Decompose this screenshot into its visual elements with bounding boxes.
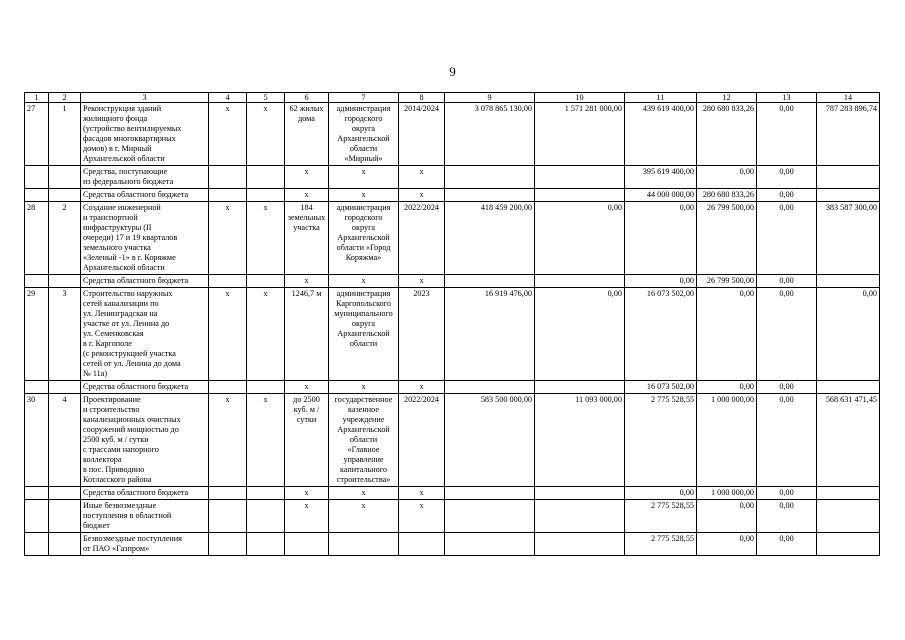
cell-customer: государственное казенное учреждение Архангельской области «Главное управление капитального строительства» <box>329 394 399 487</box>
cell-total-cost <box>445 166 535 189</box>
cell-row-number <box>25 381 49 394</box>
cell-col-14 <box>817 381 880 394</box>
cell-total-cost: 418 459 200,00 <box>445 202 535 275</box>
cell-col-12: 0,00 <box>697 381 757 394</box>
cell-row-number: 28 <box>25 202 49 275</box>
cell-object-name: Безвозмездные поступления от ПАО «Газпром» <box>81 533 209 556</box>
cell-capacity: х <box>285 487 329 500</box>
cell-capacity: х <box>285 166 329 189</box>
cell-col-13: 0,00 <box>757 288 817 381</box>
cell-item-number <box>49 487 81 500</box>
column-number-cell: 10 <box>535 93 625 103</box>
cell-item-number <box>49 166 81 189</box>
cell-item-number <box>49 381 81 394</box>
cell-col-5 <box>247 189 285 202</box>
cell-item-number <box>49 500 81 533</box>
cell-row-number: 27 <box>25 103 49 166</box>
cell-object-name: Средства, поступающие из федерального бюджета <box>81 166 209 189</box>
cell-capacity: 62 жилых дома <box>285 103 329 166</box>
cell-row-number <box>25 487 49 500</box>
cell-total-cost <box>445 487 535 500</box>
cell-col-13: 0,00 <box>757 533 817 556</box>
cell-period: х <box>399 500 445 533</box>
cell-col-5: х <box>247 202 285 275</box>
cell-capacity: х <box>285 381 329 394</box>
cell-col-13: 0,00 <box>757 202 817 275</box>
cell-col-12: 0,00 <box>697 500 757 533</box>
cell-total-cost <box>445 381 535 394</box>
cell-col-5: х <box>247 103 285 166</box>
column-number-cell: 13 <box>757 93 817 103</box>
cell-col-12: 0,00 <box>697 533 757 556</box>
column-number-cell: 11 <box>625 93 697 103</box>
cell-customer: администрация городского округа Архангельской области «Мирный» <box>329 103 399 166</box>
cell-object-name: Средства областного бюджета <box>81 487 209 500</box>
cell-total-cost <box>445 189 535 202</box>
cell-col-10 <box>535 487 625 500</box>
cell-col-4: х <box>209 202 247 275</box>
cell-object-name: Средства областного бюджета <box>81 275 209 288</box>
table-row <box>25 500 880 533</box>
cell-col-4 <box>209 275 247 288</box>
cell-col-4 <box>209 189 247 202</box>
cell-col-14 <box>817 189 880 202</box>
table-row <box>25 394 880 487</box>
cell-col-14: 0,00 <box>817 288 880 381</box>
cell-object-name: Проектирование и строительство канализационных очистных сооружений мощностью до 2500 куб. м / сутки с трассами напорного коллектора в пос. Приводино Котласского района <box>81 394 209 487</box>
cell-item-number: 1 <box>49 103 81 166</box>
cell-col-11: 44 000 000,00 <box>625 189 697 202</box>
cell-col-10 <box>535 275 625 288</box>
cell-row-number <box>25 533 49 556</box>
cell-total-cost: 3 078 865 130,00 <box>445 103 535 166</box>
cell-col-14 <box>817 500 880 533</box>
cell-col-13: 0,00 <box>757 381 817 394</box>
cell-capacity: до 2500 куб. м / сутки <box>285 394 329 487</box>
cell-item-number: 3 <box>49 288 81 381</box>
cell-col-5 <box>247 166 285 189</box>
cell-col-11: 2 775 528,55 <box>625 533 697 556</box>
cell-col-10: 0,00 <box>535 288 625 381</box>
cell-col-13: 0,00 <box>757 394 817 487</box>
cell-total-cost: 583 500 000,00 <box>445 394 535 487</box>
cell-item-number <box>49 275 81 288</box>
cell-col-12: 1 000 000,00 <box>697 487 757 500</box>
table-row <box>25 103 880 166</box>
cell-row-number: 30 <box>25 394 49 487</box>
cell-col-11: 2 775 528,55 <box>625 500 697 533</box>
cell-period: х <box>399 166 445 189</box>
cell-col-10 <box>535 166 625 189</box>
cell-col-10 <box>535 381 625 394</box>
cell-customer: х <box>329 166 399 189</box>
cell-col-11: 395 619 400,00 <box>625 166 697 189</box>
column-number-cell: 1 <box>25 93 49 103</box>
cell-col-12: 280 680 833,26 <box>697 189 757 202</box>
cell-customer: х <box>329 189 399 202</box>
cell-col-13: 0,00 <box>757 103 817 166</box>
cell-customer: администрация Каргопольского муниципального округа Архангельской области <box>329 288 399 381</box>
column-number-cell: 9 <box>445 93 535 103</box>
cell-period: 2014/2024 <box>399 103 445 166</box>
cell-item-number: 2 <box>49 202 81 275</box>
cell-period <box>399 533 445 556</box>
table-row <box>25 275 880 288</box>
column-number-cell: 7 <box>329 93 399 103</box>
cell-col-14: 383 587 300,00 <box>817 202 880 275</box>
cell-customer: х <box>329 381 399 394</box>
cell-capacity: 1246,7 м <box>285 288 329 381</box>
cell-col-14 <box>817 166 880 189</box>
cell-col-5 <box>247 500 285 533</box>
table-row <box>25 381 880 394</box>
cell-col-4 <box>209 500 247 533</box>
cell-object-name: Средства областного бюджета <box>81 381 209 394</box>
cell-col-11: 2 775 528,55 <box>625 394 697 487</box>
cell-col-13: 0,00 <box>757 189 817 202</box>
cell-row-number <box>25 275 49 288</box>
table-row <box>25 166 880 189</box>
cell-period: 2022/2024 <box>399 394 445 487</box>
cell-object-name: Иные безвозмездные поступления в областной бюджет <box>81 500 209 533</box>
table-row <box>25 533 880 556</box>
table-row <box>25 189 880 202</box>
cell-object-name: Создание инженерной и транспортной инфраструктуры (II очереди) 17 и 19 кварталов земельного участка «Зеленый -1» в г. Коряжме Архангельской области <box>81 202 209 275</box>
column-number-cell: 14 <box>817 93 880 103</box>
table-row <box>25 487 880 500</box>
column-number-cell: 8 <box>399 93 445 103</box>
cell-period: 2022/2024 <box>399 202 445 275</box>
cell-col-10: 1 571 281 000,00 <box>535 103 625 166</box>
column-number-cell: 6 <box>285 93 329 103</box>
cell-col-12: 0,00 <box>697 166 757 189</box>
cell-col-11: 0,00 <box>625 202 697 275</box>
cell-capacity: х <box>285 500 329 533</box>
column-number-cell: 4 <box>209 93 247 103</box>
cell-total-cost <box>445 275 535 288</box>
cell-col-5 <box>247 275 285 288</box>
cell-col-14 <box>817 275 880 288</box>
table-row <box>25 202 880 275</box>
cell-col-12: 26 799 500,00 <box>697 275 757 288</box>
cell-col-4: х <box>209 103 247 166</box>
cell-row-number <box>25 189 49 202</box>
column-number-cell: 3 <box>81 93 209 103</box>
cell-object-name: Средства областного бюджета <box>81 189 209 202</box>
cell-col-5: х <box>247 288 285 381</box>
page-number: 9 <box>449 64 456 79</box>
cell-col-12: 280 680 833,26 <box>697 103 757 166</box>
cell-capacity: х <box>285 189 329 202</box>
cell-col-5 <box>247 487 285 500</box>
cell-col-10 <box>535 500 625 533</box>
cell-col-5 <box>247 533 285 556</box>
cell-period: х <box>399 487 445 500</box>
cell-col-4 <box>209 487 247 500</box>
cell-object-name: Реконструкция зданий жилищного фонда (устройство вентилируемых фасадов многоквартирных домов) в г. Мирный Архангельской области <box>81 103 209 166</box>
budget-table <box>24 92 880 556</box>
cell-capacity: х <box>285 275 329 288</box>
cell-col-14 <box>817 533 880 556</box>
cell-col-11: 0,00 <box>625 275 697 288</box>
column-number-cell: 2 <box>49 93 81 103</box>
cell-col-12: 1 000 000,00 <box>697 394 757 487</box>
cell-period: х <box>399 381 445 394</box>
cell-col-14: 787 283 896,74 <box>817 103 880 166</box>
cell-col-4 <box>209 166 247 189</box>
cell-row-number: 29 <box>25 288 49 381</box>
cell-col-11: 16 073 502,00 <box>625 381 697 394</box>
cell-item-number <box>49 189 81 202</box>
column-number-row <box>25 93 880 103</box>
cell-item-number: 4 <box>49 394 81 487</box>
cell-col-4: х <box>209 394 247 487</box>
cell-col-13: 0,00 <box>757 487 817 500</box>
cell-col-10 <box>535 189 625 202</box>
cell-customer: х <box>329 275 399 288</box>
cell-period: х <box>399 189 445 202</box>
cell-item-number <box>49 533 81 556</box>
cell-capacity <box>285 533 329 556</box>
cell-col-5: х <box>247 394 285 487</box>
cell-row-number <box>25 166 49 189</box>
cell-period: х <box>399 275 445 288</box>
cell-col-4 <box>209 381 247 394</box>
cell-col-14 <box>817 487 880 500</box>
cell-customer: х <box>329 500 399 533</box>
column-number-cell: 12 <box>697 93 757 103</box>
cell-period: 2023 <box>399 288 445 381</box>
cell-total-cost <box>445 500 535 533</box>
cell-capacity: 184 земельных участка <box>285 202 329 275</box>
cell-col-13: 0,00 <box>757 500 817 533</box>
cell-col-10: 0,00 <box>535 202 625 275</box>
cell-col-11: 16 073 502,00 <box>625 288 697 381</box>
cell-col-4 <box>209 533 247 556</box>
cell-col-10 <box>535 533 625 556</box>
cell-col-4: х <box>209 288 247 381</box>
cell-col-13: 0,00 <box>757 166 817 189</box>
cell-customer: администрация городского округа Архангельской области «Город Коряжма» <box>329 202 399 275</box>
table-row <box>25 288 880 381</box>
cell-customer: х <box>329 487 399 500</box>
column-number-cell: 5 <box>247 93 285 103</box>
cell-col-11: 439 619 400,00 <box>625 103 697 166</box>
cell-object-name: Строительство наружных сетей канализации по ул. Ленинградская на участке от ул. Ленина до ул. Семенковская в г. Каргополе (с реконструкцией участка сетей от ул. Ленина до дома № 11а) <box>81 288 209 381</box>
cell-col-5 <box>247 381 285 394</box>
cell-col-12: 26 799 500,00 <box>697 202 757 275</box>
cell-col-11: 0,00 <box>625 487 697 500</box>
cell-customer <box>329 533 399 556</box>
cell-col-13: 0,00 <box>757 275 817 288</box>
cell-total-cost <box>445 533 535 556</box>
cell-col-14: 568 631 471,45 <box>817 394 880 487</box>
cell-col-10: 11 093 000,00 <box>535 394 625 487</box>
cell-row-number <box>25 500 49 533</box>
cell-col-12: 0,00 <box>697 288 757 381</box>
cell-total-cost: 16 919 476,00 <box>445 288 535 381</box>
